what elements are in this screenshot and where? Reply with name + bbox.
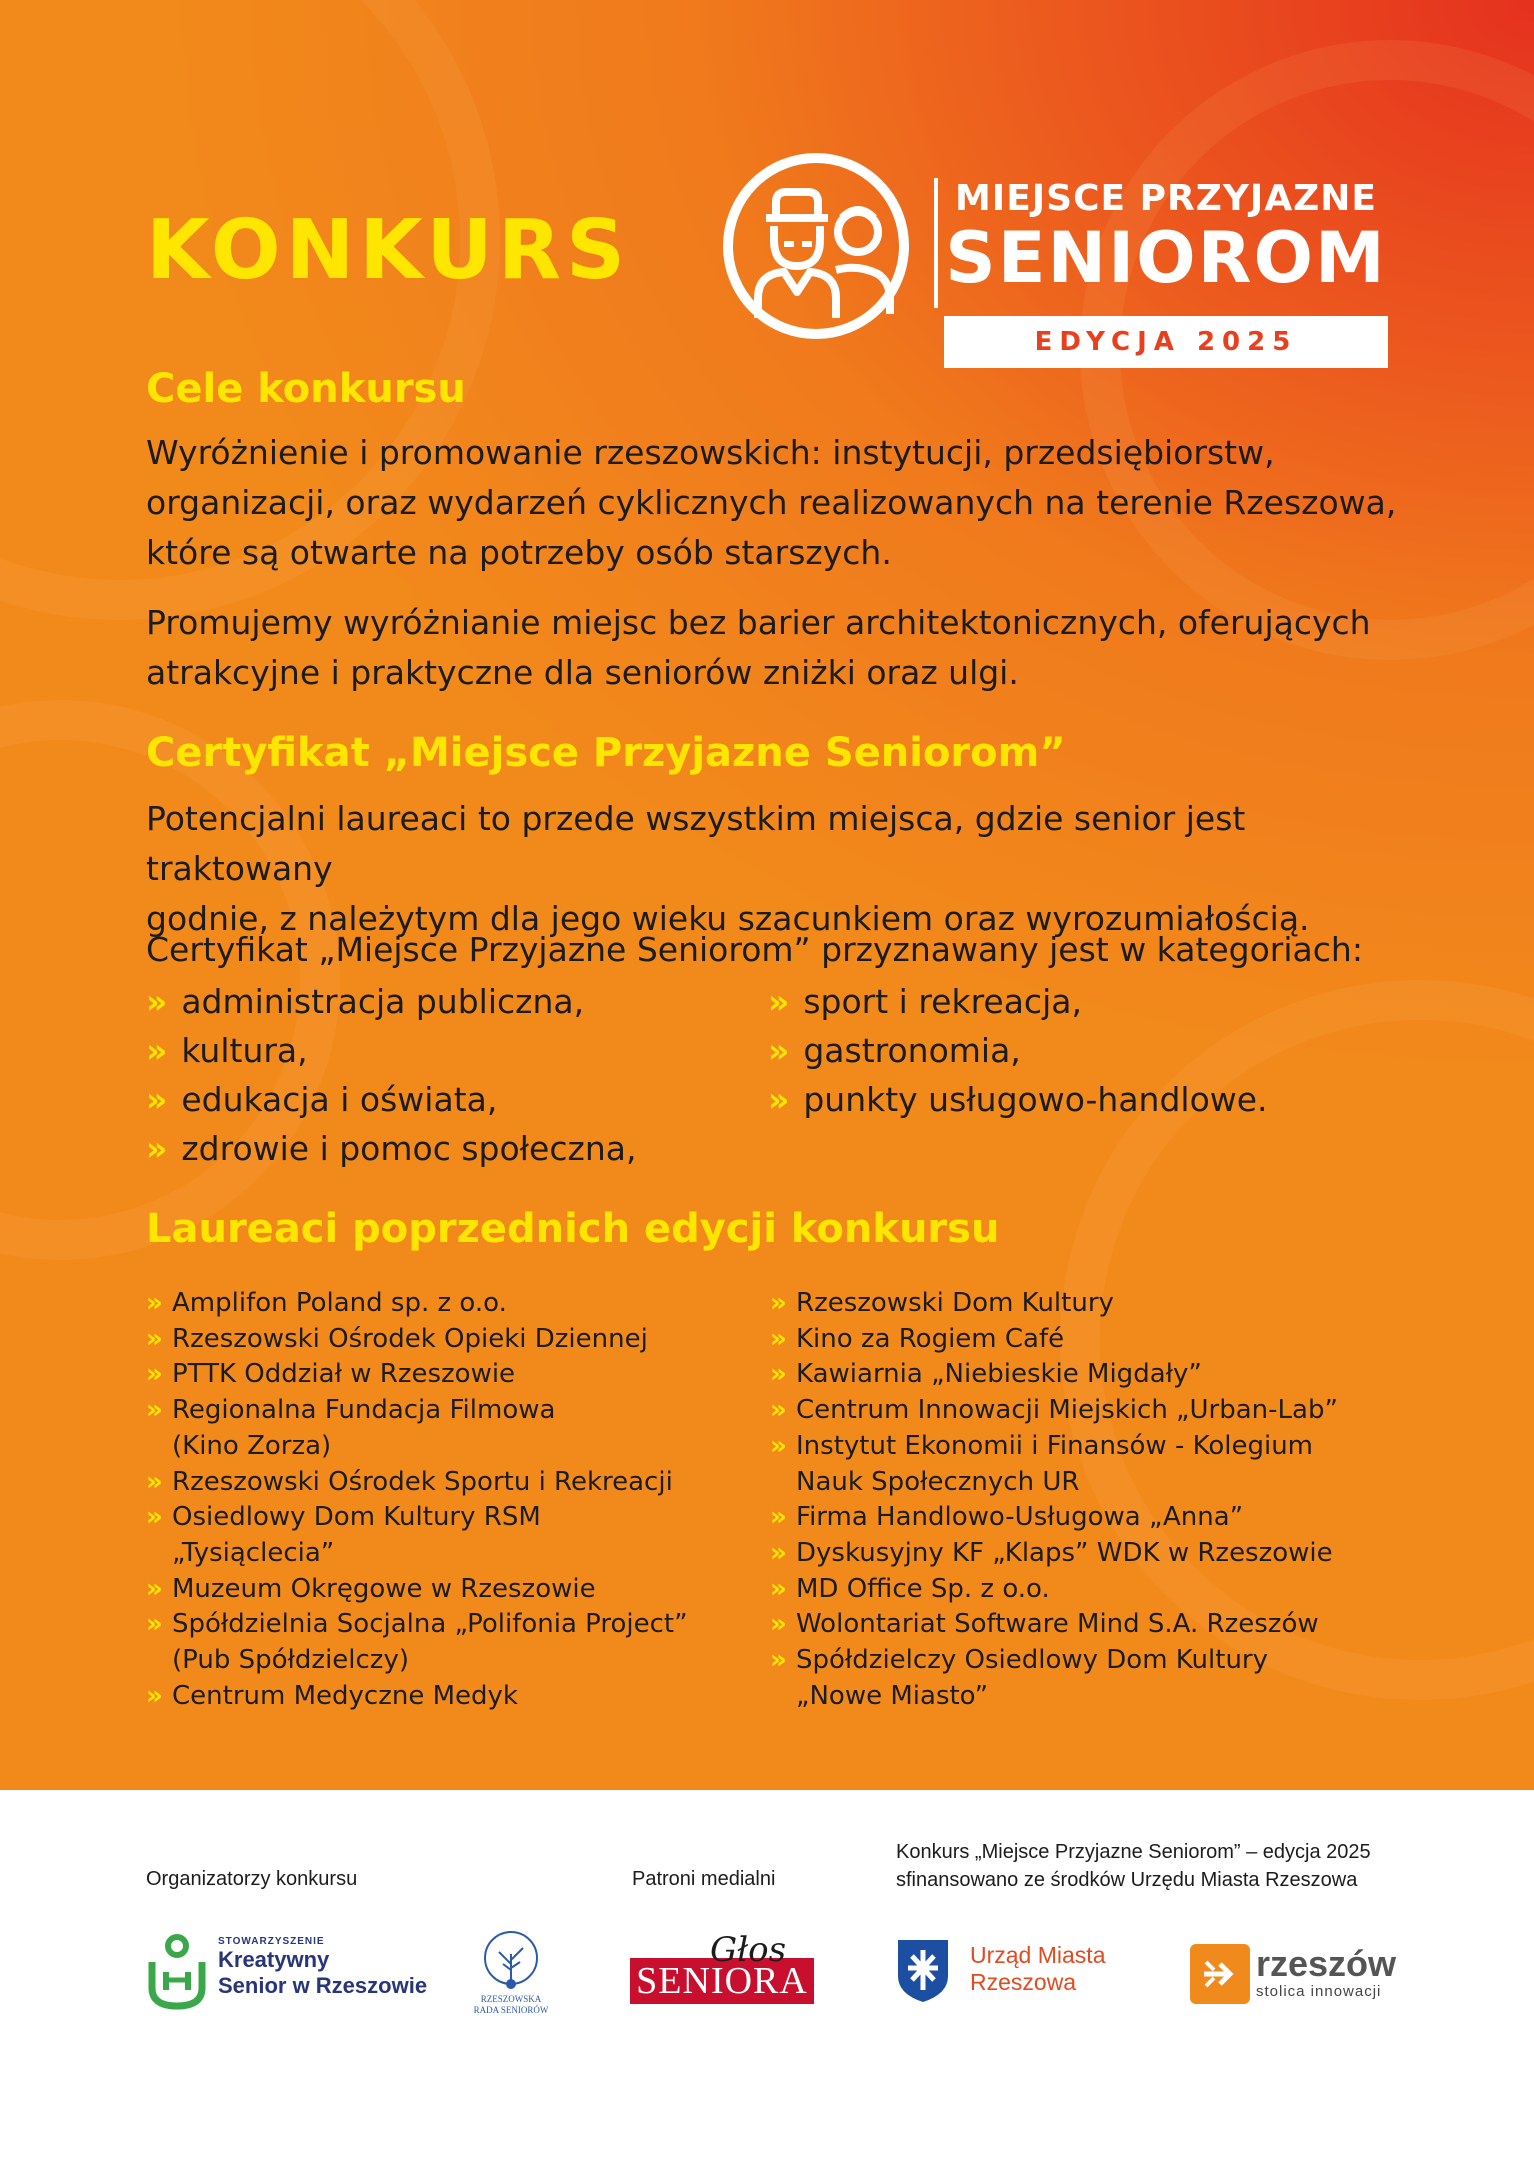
list-item: » Kawiarnia „Niebieskie Migdały”	[770, 1357, 1338, 1393]
list-item: » Instytut Ekonomii i Finansów - Kolegium Nauk Społecznych UR	[770, 1429, 1338, 1500]
logo-caption: RADA SENIORÓW	[473, 2005, 549, 2015]
list-item: » Dyskusyjny KF „Klaps” WDK w Rzeszowie	[770, 1536, 1338, 1572]
list-item: » Rzeszowski Ośrodek Sportu i Rekreacji	[146, 1465, 688, 1501]
logo-caption: Głos	[710, 1930, 787, 1970]
list-item: » Firma Handlowo-Usługowa „Anna”	[770, 1500, 1338, 1536]
list-item: » Amplifon Poland sp. z o.o.	[146, 1286, 688, 1322]
list-item: » zdrowie i pomoc społeczna,	[146, 1124, 636, 1173]
coat-of-arms-icon	[896, 1938, 950, 2004]
urzad-miasta-logo	[896, 1938, 1136, 2004]
logo-caption: Kreatywny	[218, 1947, 330, 1972]
goals-paragraph-1	[146, 428, 1406, 578]
glos-seniora-logo	[630, 1930, 814, 2010]
categories-list-right	[768, 977, 1268, 1124]
seniors-couple-icon	[718, 148, 914, 344]
text-line: Wyróżnienie i promowanie rzeszowskich: instytucji, przedsiębiorstw,	[146, 433, 1275, 472]
goals-heading: Cele konkursu	[146, 366, 466, 412]
event-logo	[718, 148, 1388, 370]
rzeszow-arrow-icon	[1190, 1944, 1250, 2004]
kreatywny-senior-logo-icon	[146, 1932, 208, 2014]
logo-caption: stolica innowacji	[1256, 1983, 1382, 2000]
list-item: » edukacja i oświata,	[146, 1075, 636, 1124]
categories-intro: Certyfikat „Miejsce Przyjazne Seniorom” przyznawany jest w kategoriach:	[146, 930, 1363, 969]
logo-caption: Urząd Miasta	[970, 1942, 1106, 1968]
logo-title-line1: MIEJSCE PRZYJAZNE	[954, 178, 1378, 219]
text-line: które są otwarte na potrzeby osób starszych.	[146, 533, 892, 572]
list-item: » Rzeszowski Dom Kultury	[770, 1286, 1338, 1322]
list-item: » Kino za Rogiem Café	[770, 1322, 1338, 1358]
list-item: » Spółdzielczy Osiedlowy Dom Kultury „Nowe Miasto”	[770, 1643, 1338, 1714]
logo-caption: STOWARZYSZENIE	[218, 1936, 325, 1947]
text-line: godnie, z należytym dla jego wieku szacunkiem oraz wyrozumiałością.	[146, 899, 1310, 938]
patrons-label: Patroni medialni	[632, 1868, 776, 1890]
laureates-heading: Laureaci poprzednich edycji konkursu	[146, 1206, 1000, 1252]
text-line: Promujemy wyróżnianie miejsc bez barier architektonicznych, oferujących	[146, 603, 1371, 642]
list-item: » Spółdzielnia Socjalna „Polifonia Project” (Pub Spółdzielczy)	[146, 1607, 688, 1678]
funding-note: Konkurs „Miejsce Przyjazne Seniorom” – edycja 2025 sfinansowano ze środków Urzędu Miasta Rzeszowa	[896, 1841, 1371, 1891]
categories-list-left	[146, 977, 636, 1173]
logo-caption: RZESZOWSKA	[480, 1994, 542, 2004]
list-item: » Centrum Innowacji Miejskich „Urban-Lab”	[770, 1393, 1338, 1429]
list-item: » Wolontariat Software Mind S.A. Rzeszów	[770, 1607, 1338, 1643]
list-item: » PTTK Oddział w Rzeszowie	[146, 1357, 688, 1393]
edition-badge: EDYCJA 2025	[944, 316, 1388, 368]
organizers-label: Organizatorzy konkursu	[146, 1868, 358, 1890]
list-item: » Rzeszowski Ośrodek Opieki Dziennej	[146, 1322, 688, 1358]
list-item: » Regionalna Fundacja Filmowa (Kino Zorza)	[146, 1393, 688, 1464]
list-item: » gastronomia,	[768, 1026, 1268, 1075]
logo-divider	[934, 178, 938, 308]
list-item: » kultura,	[146, 1026, 636, 1075]
text-line: Potencjalni laureaci to przede wszystkim miejsca, gdzie senior jest traktowany	[146, 799, 1246, 888]
laureates-list-right	[770, 1286, 1338, 1714]
list-item: » Osiedlowy Dom Kultury RSM „Tysiąclecia”	[146, 1500, 688, 1571]
tree-logo-icon	[481, 1930, 541, 1992]
logo-caption: SENIORA	[636, 1960, 808, 2002]
text-line: atrakcyjne i praktyczne dla seniorów zniżki oraz ulgi.	[146, 653, 1019, 692]
list-item: » MD Office Sp. z o.o.	[770, 1572, 1338, 1608]
logo-caption: Rzeszowa	[970, 1969, 1077, 1995]
rzeszow-logo	[1190, 1943, 1397, 2004]
logo-caption: Senior w Rzeszowie	[218, 1973, 428, 1998]
rada-seniorow-logo	[466, 1930, 556, 2020]
certificate-heading: Certyfikat „Miejsce Przyjazne Seniorom”	[146, 730, 1066, 776]
list-item: » administracja publiczna,	[146, 977, 636, 1026]
certificate-paragraph	[146, 794, 1406, 944]
goals-paragraph-2	[146, 598, 1406, 698]
logo-caption: rzeszów	[1256, 1943, 1397, 1984]
text-line: organizacji, oraz wydarzeń cyklicznych realizowanych na terenie Rzeszowa,	[146, 483, 1397, 522]
list-item: » Muzeum Okręgowe w Rzeszowie	[146, 1572, 688, 1608]
list-item: » sport i rekreacja,	[768, 977, 1268, 1026]
kreatywny-senior-logo	[146, 1932, 446, 2014]
logo-title-line2: SENIOROM	[945, 217, 1387, 299]
list-item: » punkty usługowo-handlowe.	[768, 1075, 1268, 1124]
list-item: » Centrum Medyczne Medyk	[146, 1679, 688, 1715]
page-title: KONKURS	[146, 203, 631, 298]
laureates-list-left	[146, 1286, 688, 1714]
